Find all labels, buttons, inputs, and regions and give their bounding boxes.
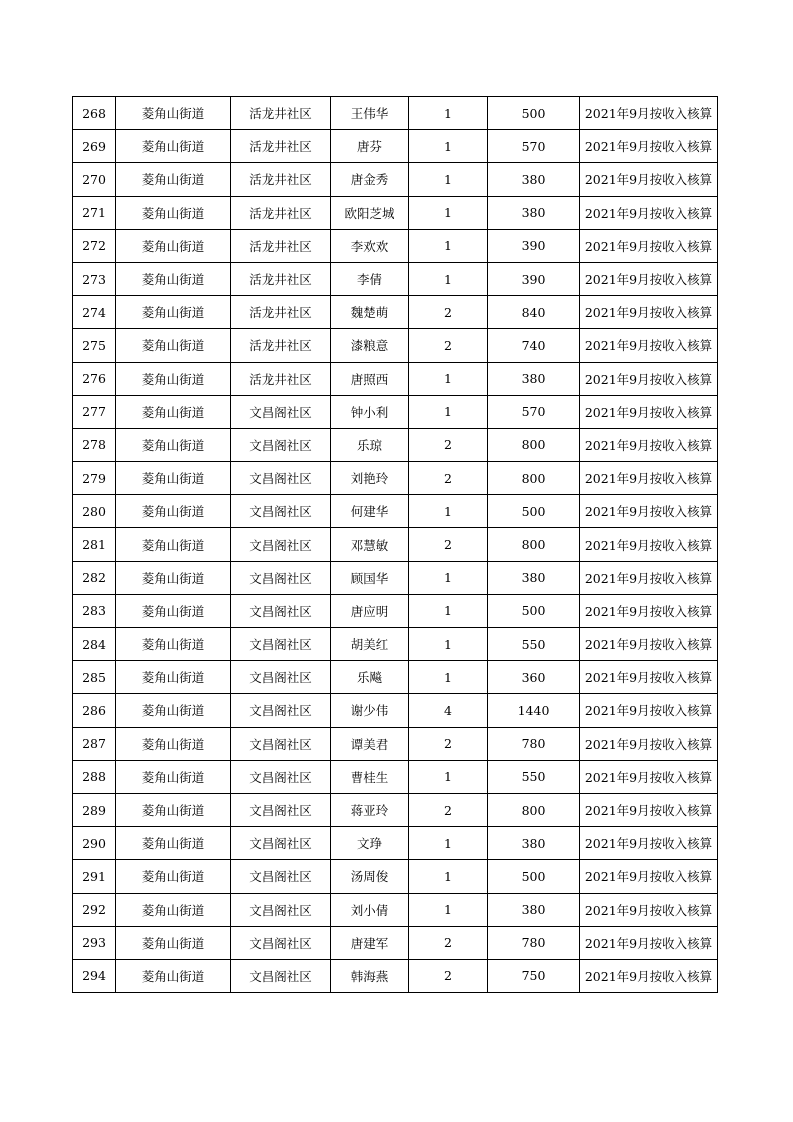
amount-cell: 500 (488, 594, 580, 627)
household-size-cell: 1 (409, 163, 488, 196)
table-row (73, 130, 718, 163)
table-row (73, 163, 718, 196)
amount-cell: 500 (488, 860, 580, 893)
subdistrict-cell: 菱角山街道 (116, 694, 231, 727)
amount-cell: 570 (488, 130, 580, 163)
note-cell: 2021年9月按收入核算 (580, 661, 718, 694)
note-cell: 2021年9月按收入核算 (580, 163, 718, 196)
note-cell: 2021年9月按收入核算 (580, 561, 718, 594)
note-cell: 2021年9月按收入核算 (580, 694, 718, 727)
amount-cell: 380 (488, 893, 580, 926)
name-cell: 乐飚 (331, 661, 409, 694)
table-row (73, 661, 718, 694)
subdistrict-cell: 菱角山街道 (116, 860, 231, 893)
row-number-cell: 271 (73, 196, 116, 229)
household-size-cell: 1 (409, 97, 488, 130)
table-row (73, 860, 718, 893)
row-number-cell: 291 (73, 860, 116, 893)
row-number-cell: 275 (73, 329, 116, 362)
name-cell: 韩海燕 (331, 959, 409, 992)
amount-cell: 740 (488, 329, 580, 362)
note-cell: 2021年9月按收入核算 (580, 196, 718, 229)
household-size-cell: 2 (409, 793, 488, 826)
name-cell: 王伟华 (331, 97, 409, 130)
note-cell: 2021年9月按收入核算 (580, 362, 718, 395)
table-row (73, 362, 718, 395)
community-cell: 文昌阁社区 (231, 395, 331, 428)
community-cell: 文昌阁社区 (231, 727, 331, 760)
note-cell: 2021年9月按收入核算 (580, 495, 718, 528)
note-cell: 2021年9月按收入核算 (580, 827, 718, 860)
name-cell: 欧阳芝城 (331, 196, 409, 229)
name-cell: 唐建军 (331, 926, 409, 959)
community-cell: 活龙井社区 (231, 229, 331, 262)
household-size-cell: 1 (409, 893, 488, 926)
community-cell: 活龙井社区 (231, 262, 331, 295)
name-cell: 李欢欢 (331, 229, 409, 262)
subdistrict-cell: 菱角山街道 (116, 329, 231, 362)
community-cell: 文昌阁社区 (231, 959, 331, 992)
subdistrict-cell: 菱角山街道 (116, 628, 231, 661)
note-cell: 2021年9月按收入核算 (580, 130, 718, 163)
table-row (73, 395, 718, 428)
community-cell: 文昌阁社区 (231, 528, 331, 561)
note-cell: 2021年9月按收入核算 (580, 462, 718, 495)
household-size-cell: 2 (409, 528, 488, 561)
table-body (73, 97, 718, 993)
table-row (73, 926, 718, 959)
row-number-cell: 294 (73, 959, 116, 992)
household-size-cell: 1 (409, 628, 488, 661)
note-cell: 2021年9月按收入核算 (580, 262, 718, 295)
row-number-cell: 273 (73, 262, 116, 295)
row-number-cell: 270 (73, 163, 116, 196)
name-cell: 曹桂生 (331, 760, 409, 793)
community-cell: 活龙井社区 (231, 163, 331, 196)
row-number-cell: 282 (73, 561, 116, 594)
household-size-cell: 1 (409, 661, 488, 694)
name-cell: 顾国华 (331, 561, 409, 594)
name-cell: 汤周俊 (331, 860, 409, 893)
table-row (73, 262, 718, 295)
household-size-cell: 1 (409, 130, 488, 163)
amount-cell: 380 (488, 196, 580, 229)
community-cell: 文昌阁社区 (231, 561, 331, 594)
subdistrict-cell: 菱角山街道 (116, 296, 231, 329)
amount-cell: 360 (488, 661, 580, 694)
name-cell: 蒋亚玲 (331, 793, 409, 826)
name-cell: 李倩 (331, 262, 409, 295)
community-cell: 文昌阁社区 (231, 428, 331, 461)
row-number-cell: 276 (73, 362, 116, 395)
community-cell: 文昌阁社区 (231, 495, 331, 528)
row-number-cell: 283 (73, 594, 116, 627)
row-number-cell: 292 (73, 893, 116, 926)
amount-cell: 390 (488, 262, 580, 295)
amount-cell: 380 (488, 362, 580, 395)
table-row (73, 97, 718, 130)
subdistrict-cell: 菱角山街道 (116, 428, 231, 461)
household-size-cell: 1 (409, 229, 488, 262)
amount-cell: 840 (488, 296, 580, 329)
table-row (73, 495, 718, 528)
subdistrict-cell: 菱角山街道 (116, 661, 231, 694)
household-size-cell: 1 (409, 495, 488, 528)
subdistrict-cell: 菱角山街道 (116, 727, 231, 760)
row-number-cell: 278 (73, 428, 116, 461)
amount-cell: 800 (488, 793, 580, 826)
note-cell: 2021年9月按收入核算 (580, 97, 718, 130)
subdistrict-cell: 菱角山街道 (116, 594, 231, 627)
name-cell: 唐应明 (331, 594, 409, 627)
name-cell: 漆粮意 (331, 329, 409, 362)
household-size-cell: 1 (409, 860, 488, 893)
name-cell: 谭美君 (331, 727, 409, 760)
amount-cell: 800 (488, 462, 580, 495)
table-row (73, 528, 718, 561)
household-size-cell: 1 (409, 196, 488, 229)
household-size-cell: 4 (409, 694, 488, 727)
amount-cell: 550 (488, 760, 580, 793)
subdistrict-cell: 菱角山街道 (116, 97, 231, 130)
table-row (73, 428, 718, 461)
community-cell: 文昌阁社区 (231, 827, 331, 860)
community-cell: 活龙井社区 (231, 362, 331, 395)
community-cell: 文昌阁社区 (231, 628, 331, 661)
note-cell: 2021年9月按收入核算 (580, 727, 718, 760)
name-cell: 文琤 (331, 827, 409, 860)
amount-cell: 570 (488, 395, 580, 428)
row-number-cell: 286 (73, 694, 116, 727)
row-number-cell: 281 (73, 528, 116, 561)
name-cell: 何建华 (331, 495, 409, 528)
household-size-cell: 2 (409, 428, 488, 461)
note-cell: 2021年9月按收入核算 (580, 296, 718, 329)
community-cell: 文昌阁社区 (231, 760, 331, 793)
table-row (73, 561, 718, 594)
amount-cell: 380 (488, 163, 580, 196)
row-number-cell: 274 (73, 296, 116, 329)
subdistrict-cell: 菱角山街道 (116, 130, 231, 163)
community-cell: 文昌阁社区 (231, 860, 331, 893)
table-row (73, 827, 718, 860)
subdistrict-cell: 菱角山街道 (116, 196, 231, 229)
note-cell: 2021年9月按收入核算 (580, 860, 718, 893)
note-cell: 2021年9月按收入核算 (580, 926, 718, 959)
table-row (73, 760, 718, 793)
household-size-cell: 2 (409, 926, 488, 959)
table-row (73, 727, 718, 760)
row-number-cell: 285 (73, 661, 116, 694)
household-size-cell: 1 (409, 827, 488, 860)
community-cell: 文昌阁社区 (231, 694, 331, 727)
subdistrict-cell: 菱角山街道 (116, 760, 231, 793)
row-number-cell: 269 (73, 130, 116, 163)
household-size-cell: 1 (409, 760, 488, 793)
community-cell: 活龙井社区 (231, 196, 331, 229)
community-cell: 活龙井社区 (231, 329, 331, 362)
household-size-cell: 2 (409, 727, 488, 760)
subdistrict-cell: 菱角山街道 (116, 229, 231, 262)
community-cell: 活龙井社区 (231, 130, 331, 163)
table-row (73, 329, 718, 362)
note-cell: 2021年9月按收入核算 (580, 528, 718, 561)
amount-cell: 500 (488, 495, 580, 528)
note-cell: 2021年9月按收入核算 (580, 793, 718, 826)
community-cell: 活龙井社区 (231, 296, 331, 329)
household-size-cell: 2 (409, 296, 488, 329)
household-size-cell: 1 (409, 262, 488, 295)
table-row (73, 959, 718, 992)
name-cell: 胡美红 (331, 628, 409, 661)
community-cell: 文昌阁社区 (231, 594, 331, 627)
community-cell: 活龙井社区 (231, 97, 331, 130)
subdistrict-cell: 菱角山街道 (116, 561, 231, 594)
row-number-cell: 287 (73, 727, 116, 760)
household-size-cell: 1 (409, 594, 488, 627)
note-cell: 2021年9月按收入核算 (580, 395, 718, 428)
community-cell: 文昌阁社区 (231, 462, 331, 495)
note-cell: 2021年9月按收入核算 (580, 628, 718, 661)
note-cell: 2021年9月按收入核算 (580, 594, 718, 627)
row-number-cell: 289 (73, 793, 116, 826)
name-cell: 唐金秀 (331, 163, 409, 196)
row-number-cell: 288 (73, 760, 116, 793)
community-cell: 文昌阁社区 (231, 926, 331, 959)
row-number-cell: 268 (73, 97, 116, 130)
assistance-table (72, 96, 718, 993)
note-cell: 2021年9月按收入核算 (580, 893, 718, 926)
name-cell: 邓慧敏 (331, 528, 409, 561)
note-cell: 2021年9月按收入核算 (580, 329, 718, 362)
household-size-cell: 2 (409, 462, 488, 495)
subdistrict-cell: 菱角山街道 (116, 528, 231, 561)
community-cell: 文昌阁社区 (231, 661, 331, 694)
table-row (73, 462, 718, 495)
table-row (73, 196, 718, 229)
note-cell: 2021年9月按收入核算 (580, 229, 718, 262)
table-row (73, 628, 718, 661)
name-cell: 刘小倩 (331, 893, 409, 926)
amount-cell: 1440 (488, 694, 580, 727)
amount-cell: 500 (488, 97, 580, 130)
household-size-cell: 2 (409, 329, 488, 362)
note-cell: 2021年9月按收入核算 (580, 959, 718, 992)
row-number-cell: 272 (73, 229, 116, 262)
amount-cell: 800 (488, 528, 580, 561)
subdistrict-cell: 菱角山街道 (116, 893, 231, 926)
table-row (73, 793, 718, 826)
subdistrict-cell: 菱角山街道 (116, 495, 231, 528)
name-cell: 唐照西 (331, 362, 409, 395)
subdistrict-cell: 菱角山街道 (116, 926, 231, 959)
row-number-cell: 277 (73, 395, 116, 428)
household-size-cell: 1 (409, 362, 488, 395)
subdistrict-cell: 菱角山街道 (116, 793, 231, 826)
amount-cell: 380 (488, 827, 580, 860)
table-row (73, 694, 718, 727)
subdistrict-cell: 菱角山街道 (116, 827, 231, 860)
name-cell: 钟小利 (331, 395, 409, 428)
table-row (73, 229, 718, 262)
amount-cell: 380 (488, 561, 580, 594)
table-row (73, 296, 718, 329)
subdistrict-cell: 菱角山街道 (116, 959, 231, 992)
amount-cell: 390 (488, 229, 580, 262)
subdistrict-cell: 菱角山街道 (116, 462, 231, 495)
row-number-cell: 290 (73, 827, 116, 860)
note-cell: 2021年9月按收入核算 (580, 760, 718, 793)
community-cell: 文昌阁社区 (231, 793, 331, 826)
amount-cell: 800 (488, 428, 580, 461)
household-size-cell: 1 (409, 395, 488, 428)
name-cell: 唐芬 (331, 130, 409, 163)
amount-cell: 550 (488, 628, 580, 661)
name-cell: 谢少伟 (331, 694, 409, 727)
household-size-cell: 2 (409, 959, 488, 992)
subdistrict-cell: 菱角山街道 (116, 395, 231, 428)
amount-cell: 750 (488, 959, 580, 992)
name-cell: 刘艳玲 (331, 462, 409, 495)
household-size-cell: 1 (409, 561, 488, 594)
community-cell: 文昌阁社区 (231, 893, 331, 926)
amount-cell: 780 (488, 727, 580, 760)
table-row (73, 594, 718, 627)
name-cell: 魏楚萌 (331, 296, 409, 329)
subdistrict-cell: 菱角山街道 (116, 163, 231, 196)
subdistrict-cell: 菱角山街道 (116, 262, 231, 295)
amount-cell: 780 (488, 926, 580, 959)
row-number-cell: 284 (73, 628, 116, 661)
row-number-cell: 293 (73, 926, 116, 959)
row-number-cell: 280 (73, 495, 116, 528)
row-number-cell: 279 (73, 462, 116, 495)
subdistrict-cell: 菱角山街道 (116, 362, 231, 395)
name-cell: 乐琼 (331, 428, 409, 461)
table-row (73, 893, 718, 926)
note-cell: 2021年9月按收入核算 (580, 428, 718, 461)
